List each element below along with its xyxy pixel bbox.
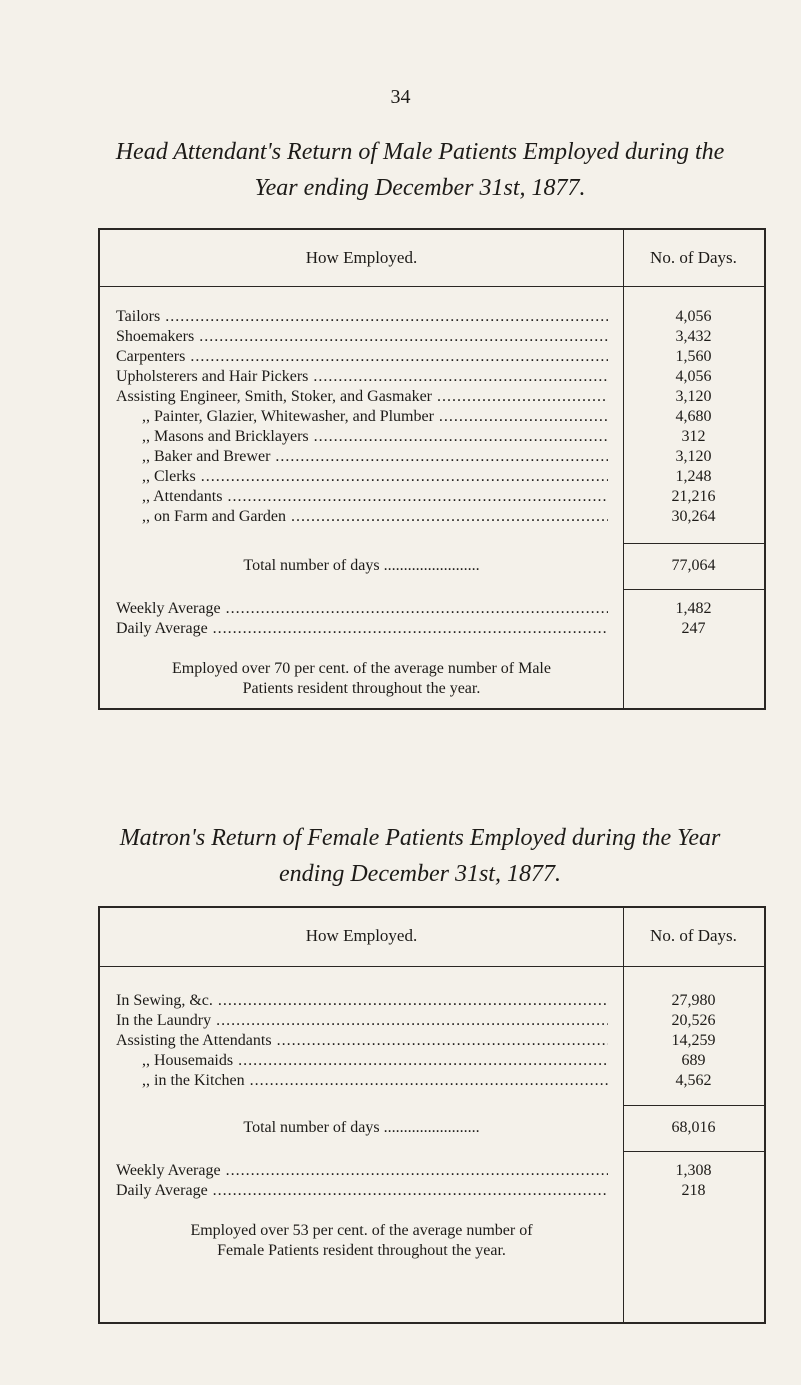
employment-note: Employed over 70 per cent. of the average number of Male Patients resident throughout the year. [172, 660, 551, 697]
total-label: Total number of days ........................ [243, 557, 480, 574]
header-how-employed: How Employed. [305, 926, 418, 945]
table-row: ,, Housemaids ..... 689 [100, 1051, 764, 1071]
male-return-title [80, 134, 760, 206]
table-body [100, 287, 764, 699]
table-row: Assisting Engineer, Smith, Stoker, and Gasmaker ..... 3,120 [100, 387, 764, 407]
total-value: 68,016 [671, 1119, 716, 1136]
total-label: Total number of days ........................ [243, 1119, 480, 1136]
header-no-of-days: No. of Days. [650, 926, 737, 945]
total-separator-bottom [623, 589, 764, 590]
table-row: Upholsterers and Hair Pickers ..... 4,056 [100, 367, 764, 387]
header-how-employed: How Employed. [305, 248, 418, 267]
table-row: ,, Attendants ..... 21,216 [100, 487, 764, 507]
total-separator-bottom [623, 1151, 764, 1152]
total-row [100, 543, 764, 589]
male-employment-table [98, 228, 766, 710]
table-row: ,, Baker and Brewer ..... 3,120 [100, 447, 764, 467]
total-value: 77,064 [671, 557, 716, 574]
total-row [100, 1105, 764, 1151]
weekly-average-row: Weekly Average ..... 1,308 [100, 1161, 764, 1181]
employment-note: Employed over 53 per cent. of the average number of Female Patients resident throughout the year. [190, 1222, 533, 1259]
daily-average-row: Daily Average ..... 247 [100, 619, 764, 639]
table-header [100, 230, 764, 287]
female-title-line1: Matron's Return of Female Patients Employed during the Year [119, 825, 721, 851]
table-row: ,, in the Kitchen ..... 4,562 [100, 1071, 764, 1091]
page-number: 34 [390, 86, 411, 108]
female-return-title [80, 820, 760, 892]
table-row: ,, Masons and Bricklayers ..... 312 [100, 427, 764, 447]
male-title-line1: Head Attendant's Return of Male Patients Employed during the [115, 139, 725, 165]
table-row: Assisting the Attendants ..... 14,259 [100, 1031, 764, 1051]
table-row: Carpenters ..... 1,560 [100, 347, 764, 367]
header-no-of-days: No. of Days. [650, 248, 737, 267]
table-row: ,, on Farm and Garden ..... 30,264 [100, 507, 764, 527]
table-header [100, 908, 764, 967]
female-title-line2: ending December 31st, 1877. [279, 861, 561, 887]
male-title-line2: Year ending December 31st, 1877. [254, 175, 586, 201]
table-row: Shoemakers ..... 3,432 [100, 327, 764, 347]
table-row: Tailors ..... 4,056 [100, 307, 764, 327]
table-row: In the Laundry ..... 20,526 [100, 1011, 764, 1031]
female-employment-table [98, 906, 766, 1324]
weekly-average-row: Weekly Average ..... 1,482 [100, 599, 764, 619]
daily-average-row: Daily Average ..... 218 [100, 1181, 764, 1201]
table-row: ,, Painter, Glazier, Whitewasher, and Plumber ..... 4,680 [100, 407, 764, 427]
table-row: In Sewing, &c. ..... 27,980 [100, 991, 764, 1011]
table-body [100, 967, 764, 1261]
table-row: ,, Clerks ..... 1,248 [100, 467, 764, 487]
